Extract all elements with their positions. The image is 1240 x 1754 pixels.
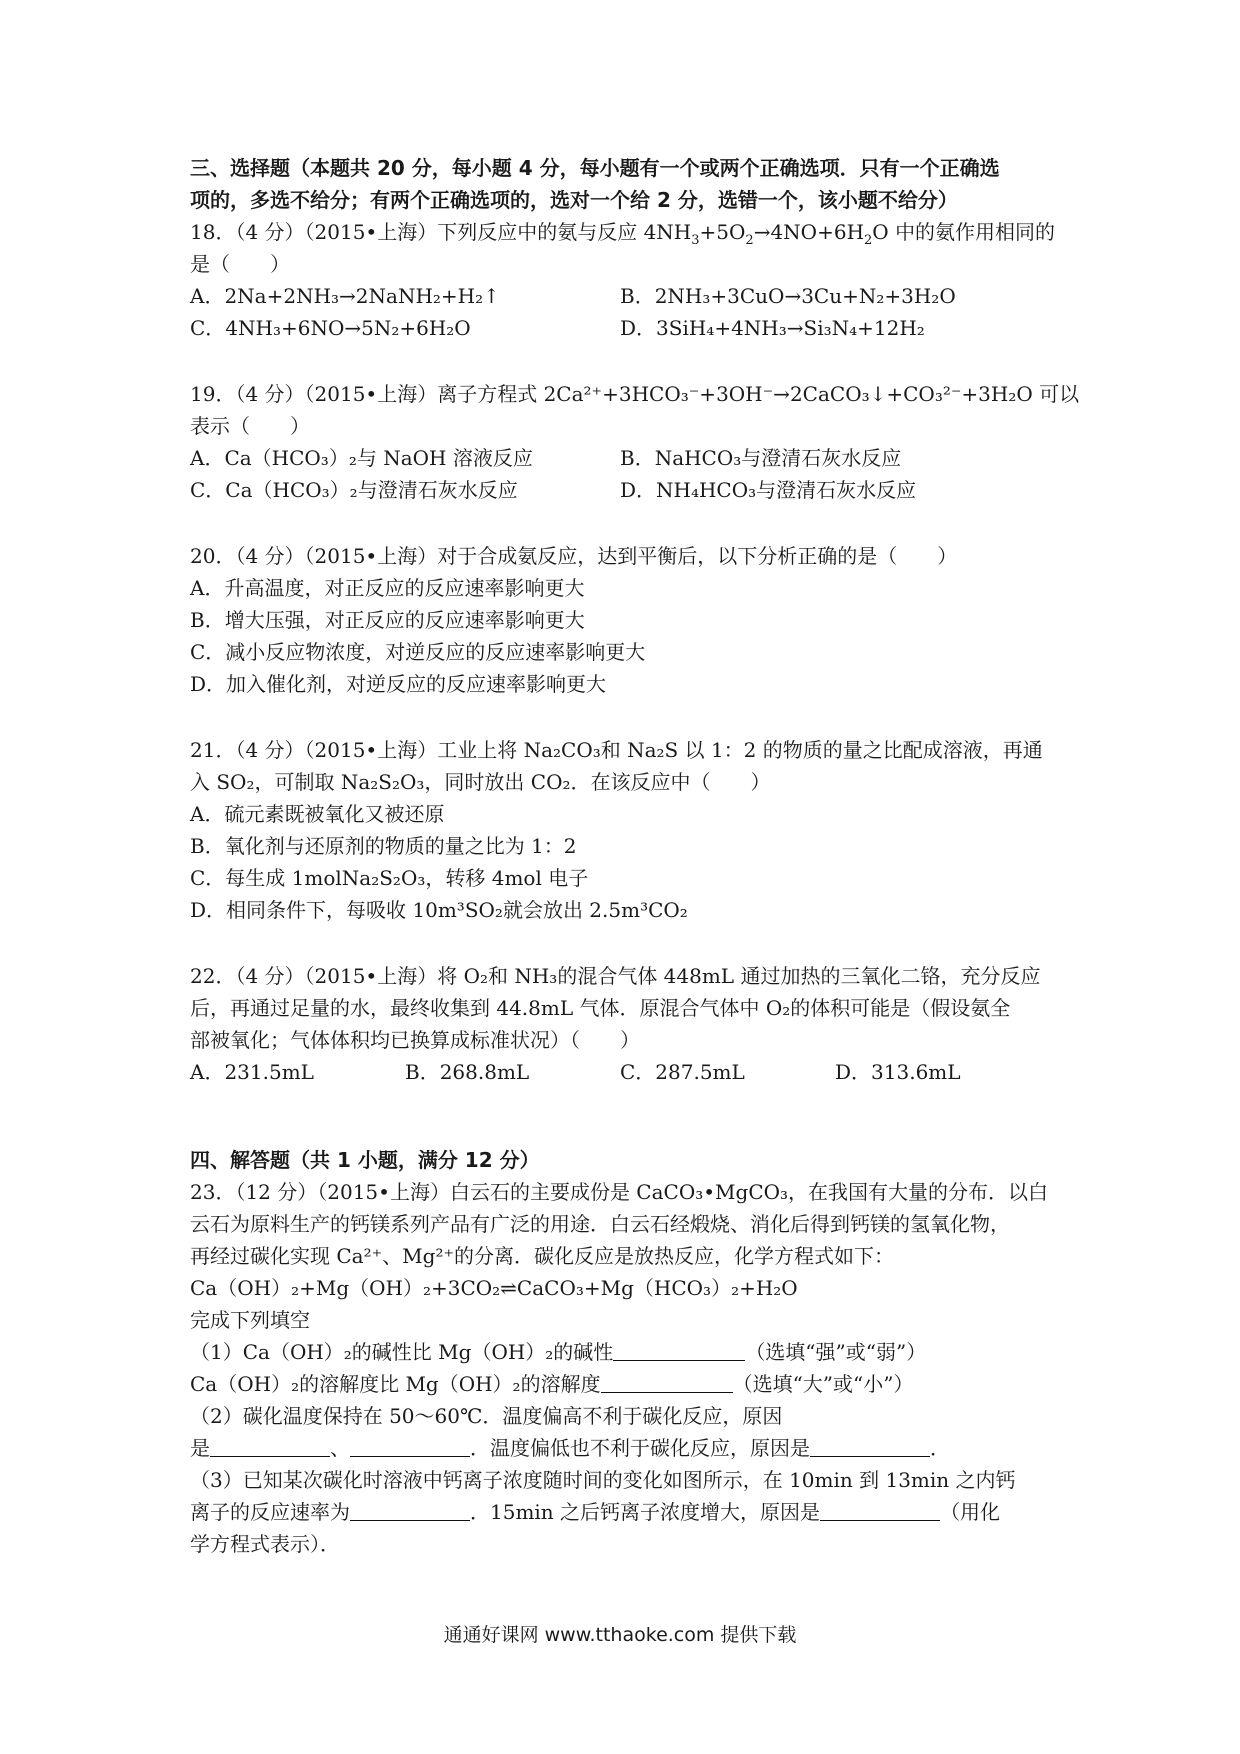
q23-part1-a-text: （1）Ca（OH）₂的碱性比 Mg（OH）₂的碱性	[190, 1340, 614, 1364]
q19-stem-line1: 19．（4 分）（2015•上海）离子方程式 2Ca²⁺+3HCO₃⁻+3OH⁻→2CaCO₃↓+CO₃²⁻+3H₂O 可以	[190, 382, 1080, 406]
q20-option-c: C．减小反应物浓度，对逆反应的反应速率影响更大	[190, 640, 646, 664]
q23-line2: 云石为原料生产的钙镁系列产品有广泛的用途．白云石经煅烧、消化后得到钙镁的氢氧化物，	[190, 1212, 1010, 1236]
q18-option-a: A．2Na+2NH₃→2NaNH₂+H₂↑	[190, 284, 500, 308]
q23-part3-line1: （3）已知某次碳化时溶液中钙离子浓度随时间的变化如图所示，在 10min 到 13min 之内钙	[190, 1468, 1016, 1492]
q22-option-b: B．268.8mL	[405, 1060, 530, 1084]
q22-option-d: D．313.6mL	[835, 1060, 961, 1084]
q18-option-d: D．3SiH₄+4NH₃→Si₃N₄+12H₂	[620, 316, 925, 340]
q23-part2-end: ．	[930, 1436, 950, 1460]
q18-stem-pre: 18．（4 分）（2015•上海）下列反应中的氨与反应 4NH	[190, 220, 692, 244]
q23-line3: 再经过碳化实现 Ca²⁺、Mg²⁺的分离．碳化反应是放热反应，化学方程式如下：	[190, 1244, 895, 1268]
q23-part3-mid: ．15min 之后钙离子浓度增大，原因是	[470, 1500, 821, 1524]
answer-blank-solubility[interactable]	[601, 1370, 733, 1393]
q23-part1-a-hint: （选填“强”或“弱”）	[745, 1340, 927, 1364]
section-4-title: 四、解答题（共 1 小题，满分 12 分）	[190, 1148, 540, 1172]
q18-options-row2	[190, 312, 1060, 344]
q20-option-d: D．加入催化剂，对逆反应的反应速率影响更大	[190, 672, 607, 696]
answer-blank-low-temp-reason[interactable]	[810, 1434, 930, 1457]
q23-part2-pre: 是	[190, 1436, 210, 1460]
q20-stem: 20．（4 分）（2015•上海）对于合成氨反应，达到平衡后，以下分析正确的是（ ）	[190, 544, 958, 568]
q23-part3-pre: 离子的反应速率为	[190, 1500, 350, 1524]
q22-option-a: A．231.5mL	[190, 1060, 314, 1084]
q18-stem-line2: 是（ ）	[190, 252, 290, 276]
q18-stem-post: 中的氨作用相同的	[895, 220, 1056, 244]
q23-line1: 23．（12 分）（2015•上海）白云石的主要成份是 CaCO₃•MgCO₃，在我国有大量的分布．以白	[190, 1180, 1049, 1204]
q21-option-b: B．氧化剂与还原剂的物质的量之比为 1：2	[190, 834, 577, 858]
answer-blank-equation[interactable]	[820, 1498, 940, 1521]
q23-part1-b-hint: （选填“大”或“小”）	[732, 1372, 914, 1396]
section-3-title-line2: 项的，多选不给分；有两个正确选项的，选对一个给 2 分，选错一个，该小题不给分）	[190, 188, 958, 212]
q18-stem-line1: 18．（4 分）（2015•上海）下列反应中的氨与反应 $4NH_3+5O_2\to 4NO+6H_2O$ 中的氨作用相同的	[190, 220, 1056, 248]
q19-option-c: C．Ca（HCO₃）₂与澄清石灰水反应	[190, 478, 518, 502]
q22-option-c: C．287.5mL	[620, 1060, 745, 1084]
q23-part3-line3: 学方程式表示）．	[190, 1532, 340, 1556]
q23-part2-line1: （2）碳化温度保持在 50～60℃．温度偏高不利于碳化反应，原因	[190, 1404, 783, 1428]
q20-option-a: A．升高温度，对正反应的反应速率影响更大	[190, 576, 585, 600]
q21-stem-line2: 入 SO₂，可制取 Na₂S₂O₃，同时放出 CO₂．在该反应中（ ）	[190, 770, 771, 794]
answer-blank-basicity[interactable]	[613, 1338, 745, 1361]
q23-part1-a	[190, 1336, 1060, 1368]
q18-option-b: B．2NH₃+3CuO→3Cu+N₂+3H₂O	[620, 284, 956, 308]
q23-part2-sep: 、	[330, 1436, 350, 1460]
q23-part1-b	[190, 1368, 1060, 1400]
answer-blank-high-temp-reason-2[interactable]	[350, 1434, 470, 1457]
q22-options-row	[190, 1056, 1060, 1088]
q20-option-b: B．增大压强，对正反应的反应速率影响更大	[190, 608, 585, 632]
q18-options-row1	[190, 280, 1060, 312]
q21-option-c: C．每生成 1molNa₂S₂O₃，转移 4mol 电子	[190, 866, 589, 890]
q23-part2-mid: ．温度偏低也不利于碳化反应，原因是	[470, 1436, 810, 1460]
q22-stem-line2: 后，再通过足量的水，最终收集到 44.8mL 气体．原混合气体中 O₂的体积可能是（假设氨全	[190, 996, 1011, 1020]
q23-instruction: 完成下列填空	[190, 1308, 310, 1332]
page-footer: 通通好课网 www.tthaoke.com 提供下载	[443, 1624, 797, 1646]
q21-stem-line1: 21．（4 分）（2015•上海）工业上将 Na₂CO₃和 Na₂S 以 1：2 的物质的量之比配成溶液，再通	[190, 738, 1043, 762]
q19-option-a: A．Ca（HCO₃）₂与 NaOH 溶液反应	[190, 446, 533, 470]
q23-part3-line2	[190, 1496, 1060, 1528]
q23-part1-b-text: Ca（OH）₂的溶解度比 Mg（OH）₂的溶解度	[190, 1372, 601, 1396]
q23-part3-post: （用化	[940, 1500, 1001, 1524]
answer-blank-high-temp-reason-1[interactable]	[210, 1434, 330, 1457]
q23-part2-line2	[190, 1432, 1060, 1464]
section-3-title-line1: 三、选择题（本题共 20 分，每小题 4 分，每小题有一个或两个正确选项．只有一个正确选	[190, 156, 1000, 180]
q19-option-d: D．NH₄HCO₃与澄清石灰水反应	[620, 478, 917, 502]
answer-blank-reaction-rate[interactable]	[350, 1498, 470, 1521]
q19-options-row1	[190, 442, 1060, 474]
q18-option-c: C．4NH₃+6NO→5N₂+6H₂O	[190, 316, 471, 340]
page-content	[190, 152, 1080, 1560]
q21-option-a: A．硫元素既被氧化又被还原	[190, 802, 445, 826]
q23-equation: Ca（OH）₂+Mg（OH）₂+3CO₂⇌CaCO₃+Mg（HCO₃）₂+H₂O	[190, 1276, 798, 1300]
q22-stem-line1: 22．（4 分）（2015•上海）将 O₂和 NH₃的混合气体 448mL 通过加热的三氧化二铬，充分反应	[190, 964, 1041, 988]
q22-stem-line3: 部被氧化；气体体积均已换算成标准状况）（ ）	[190, 1028, 640, 1052]
q19-options-row2	[190, 474, 1060, 506]
q19-option-b: B．NaHCO₃与澄清石灰水反应	[620, 446, 902, 470]
q19-stem-line2: 表示（ ）	[190, 414, 310, 438]
q21-option-d: D．相同条件下，每吸收 10m³SO₂就会放出 2.5m³CO₂	[190, 898, 688, 922]
